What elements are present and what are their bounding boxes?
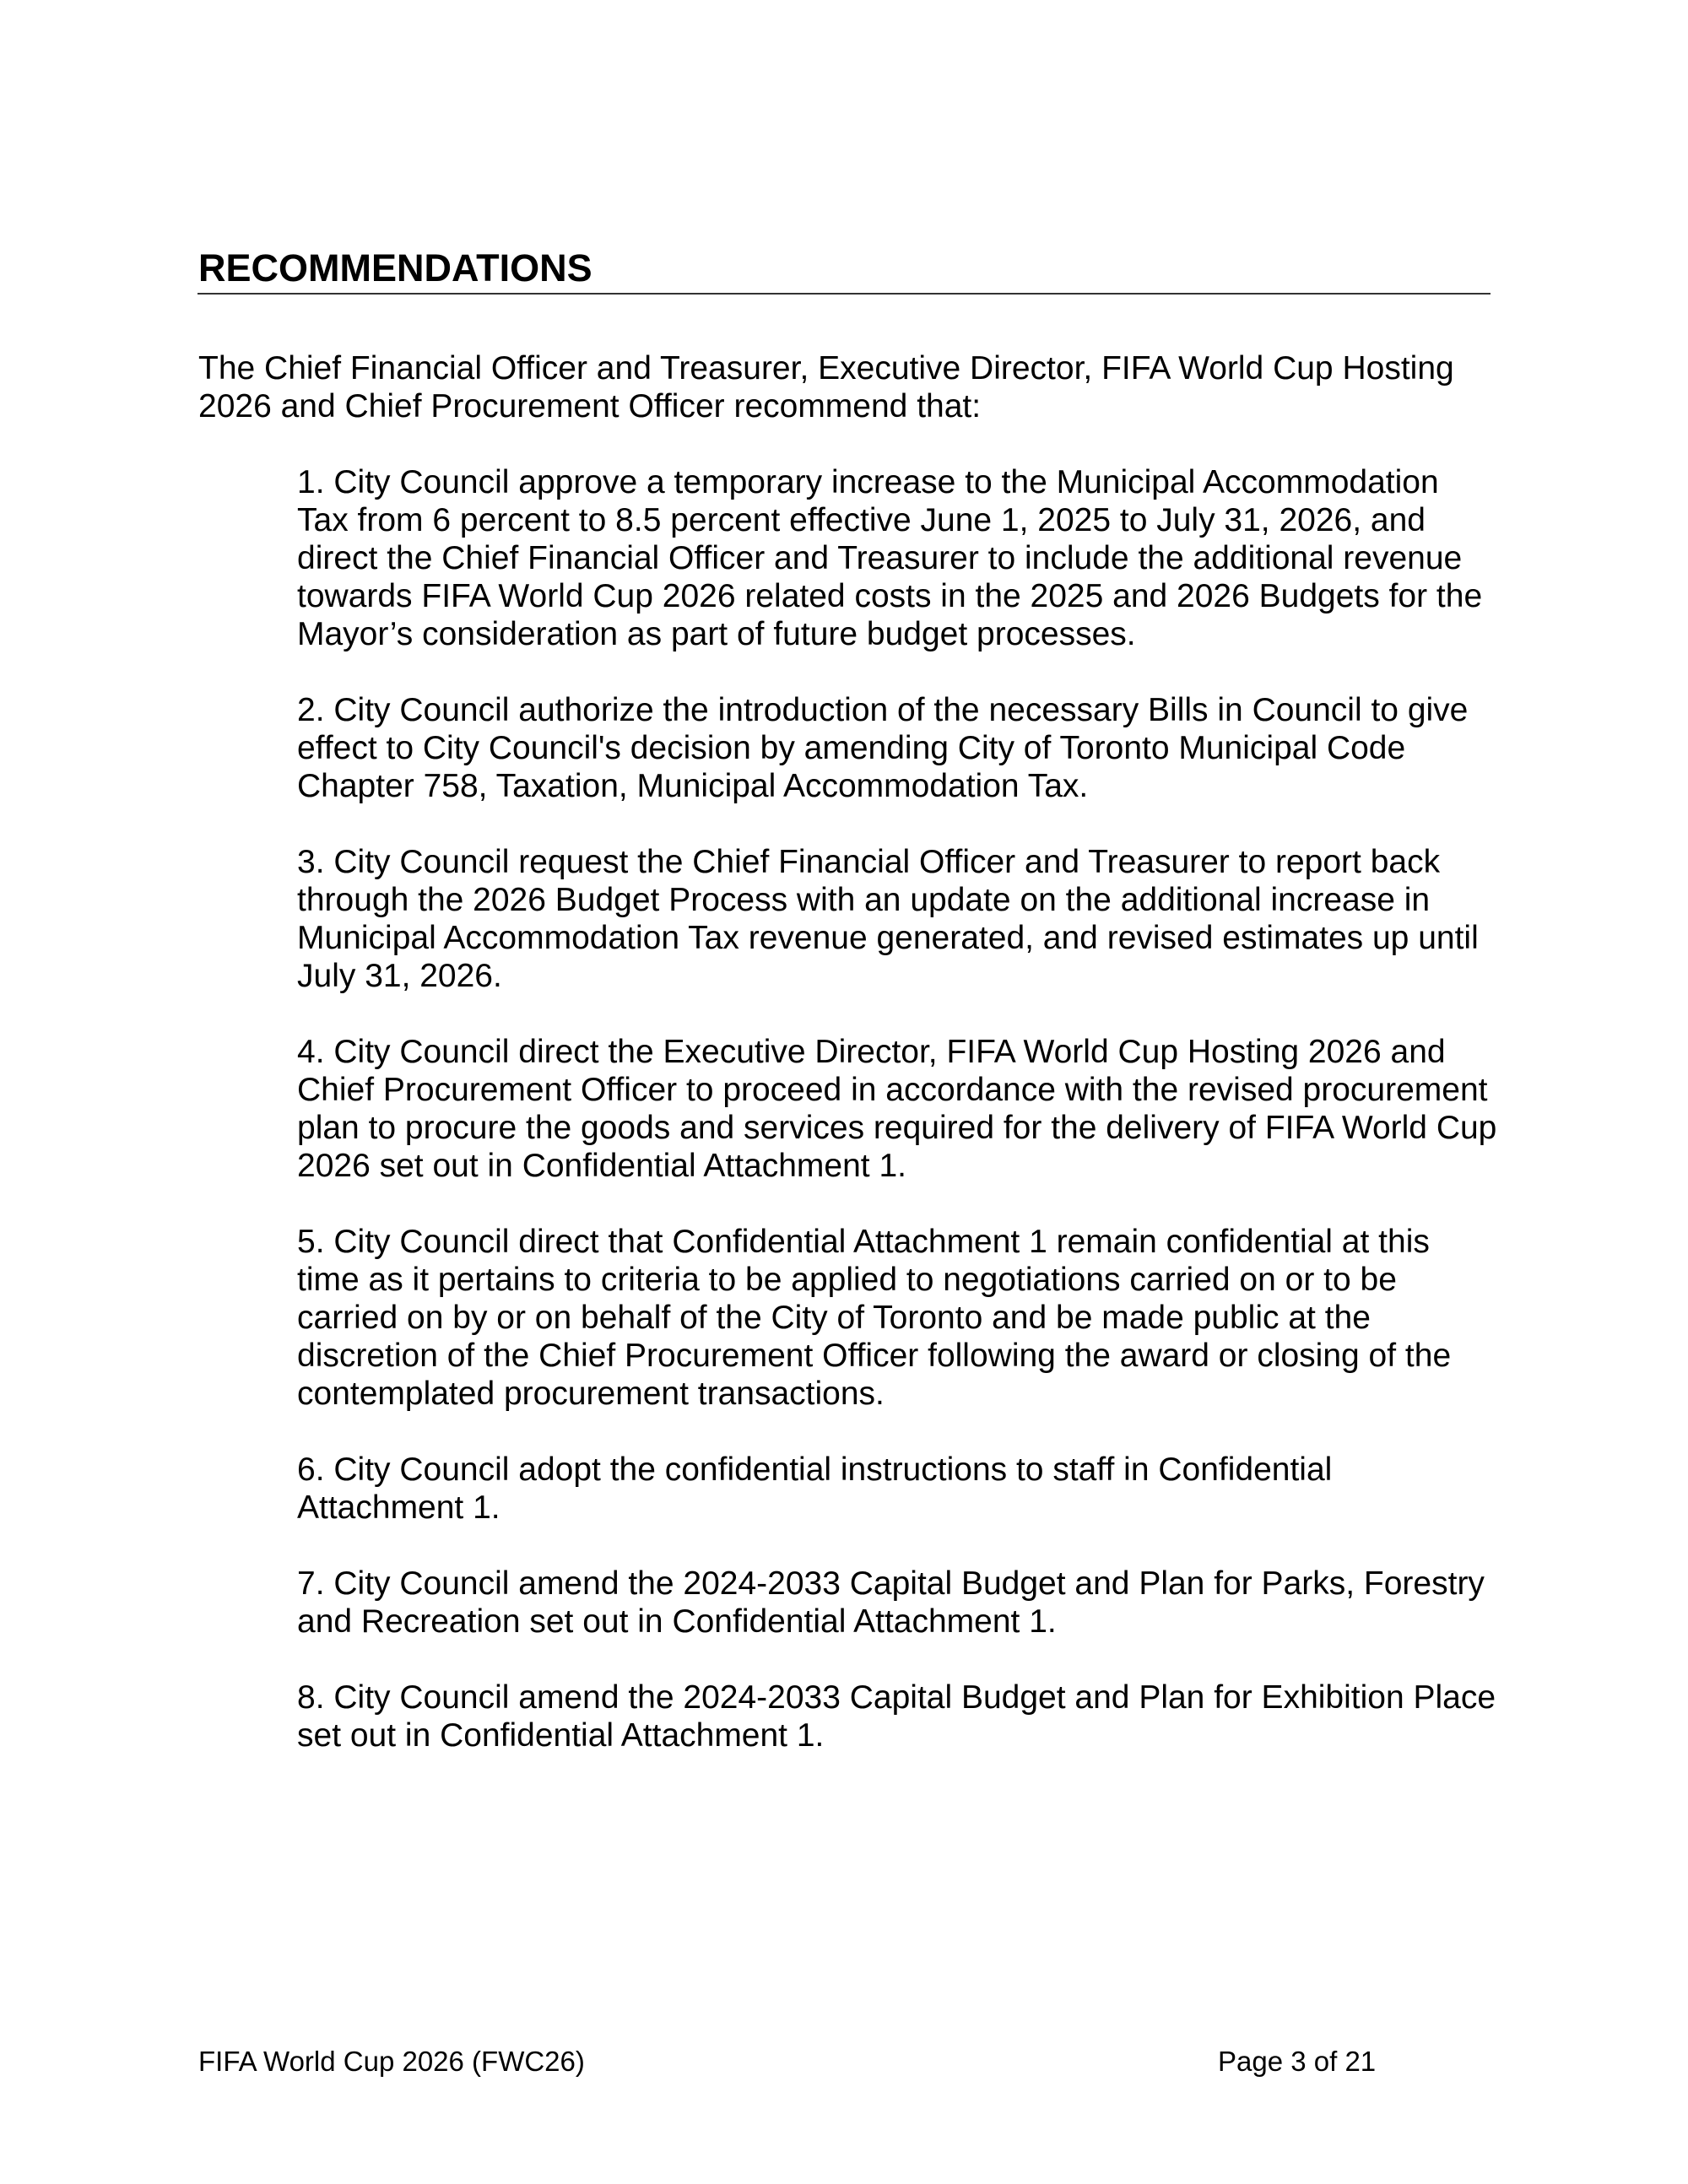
recommendation-item: 4. City Council direct the Executive Director, FIFA World Cup Hosting 2026 and Chief Procurement Officer to proceed in accordance with the revised procurement plan to procure the goods and services required for the delivery of FIFA World Cup 2026 set out in Confidential Attachment 1. (297, 1034, 1497, 1184)
recommendation-item: 6. City Council adopt the confidential instructions to staff in Confidential Attachment 1. (297, 1451, 1333, 1526)
recommendations-list (198, 463, 1498, 1754)
recommendation-item: 2. City Council authorize the introduction of the necessary Bills in Council to give effect to City Council's decision by amending City of Toronto Municipal Code Chapter 758, Taxation, Municipal Accommodation Tax. (297, 692, 1469, 804)
footer-document-title: FIFA World Cup 2026 (FWC26) (198, 2046, 585, 2077)
recommendation-item: 1. City Council approve a temporary increase to the Municipal Accommodation Tax from 6 percent to 8.5 percent effective June 1, 2025 to July 31, 2026, and direct the Chief Financial Officer and Treasurer to include the additional revenue towards FIFA World Cup 2026 related costs in the 2025 and 2026 Budgets for the Mayor’s consideration as part of future budget processes. (297, 464, 1483, 652)
recommendation-item: 3. City Council request the Chief Financial Officer and Treasurer to report back through the 2026 Budget Process with an update on the additional increase in Municipal Accommodation Tax revenue generated, and revised estimates up until July 31, 2026. (297, 844, 1479, 994)
intro-paragraph: The Chief Financial Officer and Treasurer, Executive Director, FIFA World Cup Hosting 2026 and Chief Procurement Officer recommend that: (198, 350, 1454, 424)
recommendation-item: 5. City Council direct that Confidential Attachment 1 remain confidential at this time as it pertains to criteria to be applied to negotiations carried on or to be carried on by or on behalf of the City of Toronto and be made public at the discretion of the Chief Procurement Officer following the award or closing of the contemplated procurement transactions. (297, 1224, 1452, 1412)
recommendation-item: 8. City Council amend the 2024-2033 Capital Budget and Plan for Exhibition Place set out in Confidential Attachment 1. (297, 1679, 1496, 1754)
footer-page-number: Page 3 of 21 (1218, 2046, 1377, 2077)
recommendation-item: 7. City Council amend the 2024-2033 Capital Budget and Plan for Parks, Forestry and Recreation set out in Confidential Attachment 1. (297, 1565, 1485, 1640)
recommendations-body (198, 349, 1498, 1792)
heading-divider (197, 293, 1491, 295)
section-heading: RECOMMENDATIONS (198, 246, 592, 289)
